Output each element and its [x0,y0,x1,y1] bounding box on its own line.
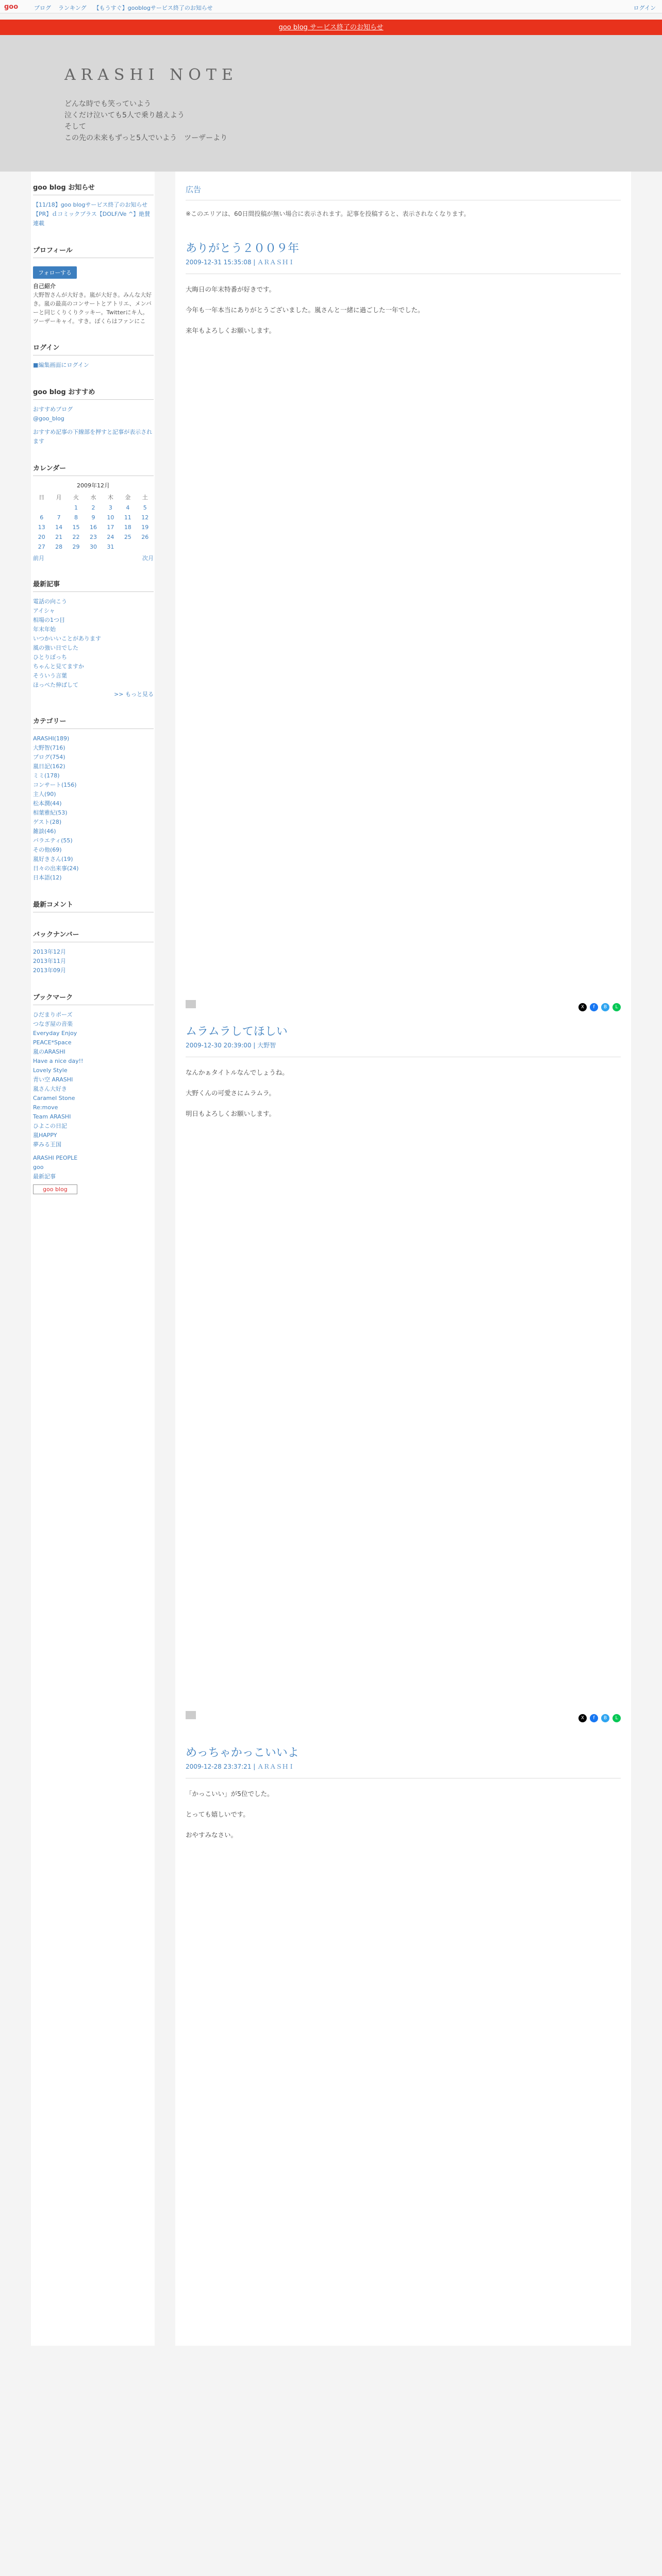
login-link[interactable]: ログイン [633,5,656,11]
post-title[interactable]: ムラムラしてほしい [186,1025,288,1038]
x-share-icon[interactable]: X [578,1714,587,1722]
recent-item[interactable]: 風の強い日でした [33,645,78,651]
blog-header [0,35,662,172]
recent-item[interactable]: ちゃんと見てますか [33,663,84,670]
cal-day [50,503,67,513]
service-end-link[interactable]: goo blog サービス終了のお知らせ [278,24,384,31]
category-item[interactable]: バラエティ(55) [33,837,73,844]
category-item[interactable]: ブログ(754) [33,754,65,760]
main-content [175,172,631,2346]
bookmark-item[interactable]: PEACE*Space [33,1039,72,1046]
post-paragraph: 大晦日の年末特番が好きです。 [186,285,276,293]
post-image [186,1711,196,1719]
calendar-prev-link[interactable]: 前月 [33,555,44,562]
bookmark-item[interactable]: Team ARASHI [33,1113,71,1120]
desc-line: 泣くだけ泣いても5人で乗り越えよう [64,111,185,120]
blog-post [186,240,621,1023]
category-item[interactable]: 日本語(12) [33,874,62,881]
bookmark-item[interactable]: 嵐のARASHI [33,1048,65,1055]
cal-day: 5 [143,504,147,511]
blog-post [186,1744,621,2259]
recommend-heading: goo blog おすすめ [33,386,154,400]
cal-day: 29 [72,544,80,550]
cal-day: 24 [107,534,114,540]
category-item[interactable]: 相葉雅紀(53) [33,809,68,816]
cal-day: 2 [91,504,95,511]
blog-description [64,98,595,144]
category-item[interactable]: 雑談(46) [33,828,56,835]
cal-day: 8 [74,514,78,521]
cal-day: 7 [57,514,61,521]
category-item[interactable]: 嵐好きさん(19) [33,856,73,862]
cal-day: 16 [89,524,97,531]
cal-day: 9 [91,514,95,521]
recent-item[interactable]: 年末年始 [33,626,56,633]
bookmark-item[interactable]: 嵐HAPPY [33,1132,57,1139]
login-heading: ログイン [33,342,154,355]
recommend-item[interactable]: @goo_blog [33,415,64,422]
topbar-link-blog[interactable]: ブログ [34,5,51,11]
calendar-next-link[interactable]: 次月 [142,555,154,562]
cal-day: 28 [55,544,63,550]
category-item[interactable]: コンサート(156) [33,782,77,788]
cal-day: 3 [108,504,112,511]
post-paragraph: なんかぁタイトルなんでしょうね。 [186,1069,289,1076]
backnumber-item[interactable]: 2013年12月 [33,948,66,955]
bookmark-item[interactable]: ひだまりポーズ [33,1011,73,1018]
cal-day: 19 [141,524,149,531]
ad-note: ※このエリアは、60日間投稿が無い場合に表示されます。記事を投稿すると、表示されなくなります。 [186,210,470,217]
hatena-share-icon[interactable]: B [601,1714,609,1722]
cal-weekday: 水 [90,494,96,501]
share-buttons [578,1714,621,1722]
bookmark-item[interactable]: つなぎ屋の音楽 [33,1021,73,1027]
sidebar [31,172,155,2346]
post-paragraph: 来年もよろしくお願いします。 [186,327,276,334]
post-paragraph: とっても嬉しいです。 [186,1810,250,1818]
post-paragraph: 大野くんの可愛さにムラムラ。 [186,1089,275,1097]
ad-heading: 広告 [186,184,621,200]
bookmark-tail[interactable]: ARASHI PEOPLE [33,1155,78,1161]
recent-item[interactable]: ひとりぼっち [33,654,67,660]
category-item[interactable]: 大野智(716) [33,744,65,751]
recommend-note[interactable]: おすすめ記事の下線部を押すと記事が表示されます [33,429,153,445]
post-paragraph: 「かっこいい」が5位でした。 [186,1790,274,1798]
cal-weekday: 日 [39,494,45,501]
cal-weekday: 木 [107,494,113,501]
service-end-banner [0,20,662,35]
cal-day: 20 [38,534,45,540]
bookmark-item[interactable]: Lovely Style [33,1067,68,1074]
post-body [186,1067,621,1119]
notice-heading: goo blog お知らせ [33,182,154,195]
recent-more-link[interactable]: >> もっと見る [114,691,154,698]
cal-day: 23 [89,534,97,540]
backnumber-heading: バックナンバー [33,929,154,942]
category-item[interactable]: 松本潤(44) [33,800,62,807]
category-item[interactable]: その他(69) [33,846,62,853]
goo-logo[interactable]: goo [4,3,19,11]
bookmark-item[interactable]: 夢みる王国 [33,1141,61,1148]
facebook-share-icon[interactable]: f [590,1714,598,1722]
notice-item[interactable]: 【PR】ｄコミックプラス【DOLF/Ve ^】絶賛連載 [33,211,151,227]
bookmark-item[interactable]: Everyday Enjoy [33,1030,77,1037]
post-body [186,1789,621,1840]
recent-item[interactable]: 相場の1つ目 [33,617,65,623]
post-title[interactable]: ありがとう２００９年 [186,242,300,255]
recent-heading: 最新記事 [33,579,154,592]
post-paragraph: 今年も一年本当にありがとうございました。嵐さんと一緒に過ごした一年でした。 [186,306,424,314]
backnumber-item[interactable]: 2013年11月 [33,958,66,964]
post-body [186,284,621,336]
cal-day: 11 [124,514,131,521]
cal-day: 30 [89,544,97,550]
post-meta[interactable]: 2009-12-31 15:35:08 | ＡＲＡＳＨＩ [186,258,621,274]
recent-item[interactable]: 電話の向こう [33,598,67,605]
blog-post [186,1023,621,1744]
calendar-month: 2009年12月 [77,482,110,489]
post-meta[interactable]: 2009-12-28 23:37:21 | ＡＲＡＳＨＩ [186,1762,621,1778]
recent-item[interactable]: そういう言葉 [33,672,67,679]
cal-day: 22 [72,534,80,540]
profile-heading: プロフィール [33,245,154,258]
post-image [186,1000,196,1008]
line-share-icon[interactable]: L [613,1714,621,1722]
bookmark-item[interactable]: 嵐さん大好き [33,1086,67,1092]
notice-item[interactable]: 【11/18】goo blogサービス終了のお知らせ [33,201,148,208]
desc-line: この先の未来もずっと5人でいよう ツーザーより [64,134,228,142]
bookmark-item[interactable]: ひよこの日記 [33,1123,67,1129]
recent-item[interactable]: いつかいいことがあります [33,635,101,642]
cal-day: 6 [40,514,44,521]
post-meta[interactable]: 2009-12-30 20:39:00 | 大野智 [186,1041,621,1057]
cal-day [119,542,136,552]
post-paragraph: 明日もよろしくお願いします。 [186,1110,276,1117]
calendar-table [33,492,154,552]
cal-day: 4 [126,504,130,511]
cal-day: 14 [55,524,63,531]
category-item[interactable]: 嵐日記(162) [33,763,65,770]
comments-heading: 最新コメント [33,899,154,912]
cal-day: 17 [107,524,114,531]
cal-day: 15 [72,524,80,531]
profile-name: 自己紹介 [33,283,56,290]
topbar-link-notice[interactable]: 【もうすぐ】gooblogサービス終了のお知らせ [93,5,213,11]
goo-blog-badge[interactable]: goo blog [33,1184,77,1194]
bookmark-tail[interactable]: goo [33,1164,44,1171]
bookmark-tail[interactable]: 最新記事 [33,1173,56,1180]
category-item[interactable]: 日々の出来事(24) [33,865,79,872]
edit-login-link[interactable]: ■編集画面にログイン [33,362,89,368]
cal-weekday: 火 [73,494,79,501]
category-item[interactable]: ARASHI(189) [33,735,70,742]
calendar [31,463,155,562]
backnumber-item[interactable]: 2013年09月 [33,967,66,974]
category-item[interactable]: ゲスト(28) [33,819,62,825]
recommend-item[interactable]: おすすめブログ [33,406,73,413]
category-item[interactable]: ミミ(178) [33,772,60,779]
cal-day: 1 [74,504,78,511]
profile-text: 大野智さんが大好き。嵐が大好き。みんな大好き。嵐の最高のコンサートとアトリエ、メンバーと同じくりくりクッキー。Twitterにキ人。ツーザーキャイ。すき。ぼくらはファンにこ [33,292,152,325]
post-title[interactable]: めっちゃかっこいいよ [186,1747,299,1759]
share-buttons [578,1003,621,1011]
bookmark-item[interactable]: 青い空 ARASHI [33,1076,73,1083]
facebook-share-icon[interactable]: f [590,1003,598,1011]
category-item[interactable]: 主人(90) [33,791,56,798]
topbar-link-ranking[interactable]: ランキング [58,5,87,11]
cal-day: 26 [141,534,149,540]
recent-item[interactable]: アイシャ [33,607,55,614]
cal-day: 13 [38,524,45,531]
calendar-heading: カレンダー [33,463,154,476]
bookmark-item[interactable]: Re:move [33,1104,58,1111]
cal-day: 18 [124,524,131,531]
x-share-icon[interactable]: X [578,1003,587,1011]
cal-day: 25 [124,534,131,540]
category-heading: カテゴリー [33,716,154,729]
follow-button[interactable]: フォローする [33,266,77,279]
cal-day: 10 [107,514,114,521]
cal-day: 12 [141,514,149,521]
cal-weekday: 金 [125,494,131,501]
cal-weekday: 土 [142,494,148,501]
bookmark-item[interactable]: Have a nice day!! [33,1058,84,1064]
recent-item[interactable]: ほっぺた伸ばして [33,682,78,688]
bookmark-item[interactable]: Caramel Stone [33,1095,75,1101]
cal-day [137,542,154,552]
cal-day [33,503,50,513]
top-bar [0,0,662,13]
cal-day: 21 [55,534,63,540]
desc-line: そして [64,123,86,131]
line-share-icon[interactable]: L [613,1003,621,1011]
desc-line: どんな時でも笑っていよう [64,100,151,108]
hatena-share-icon[interactable]: B [601,1003,609,1011]
cal-day: 27 [38,544,45,550]
cal-weekday: 月 [56,494,62,501]
post-paragraph: おやすみなさい。 [186,1831,238,1839]
bookmark-heading: ブックマーク [33,992,154,1005]
cal-day: 31 [107,544,114,550]
blog-title[interactable]: ARASHI NOTE [64,66,238,84]
